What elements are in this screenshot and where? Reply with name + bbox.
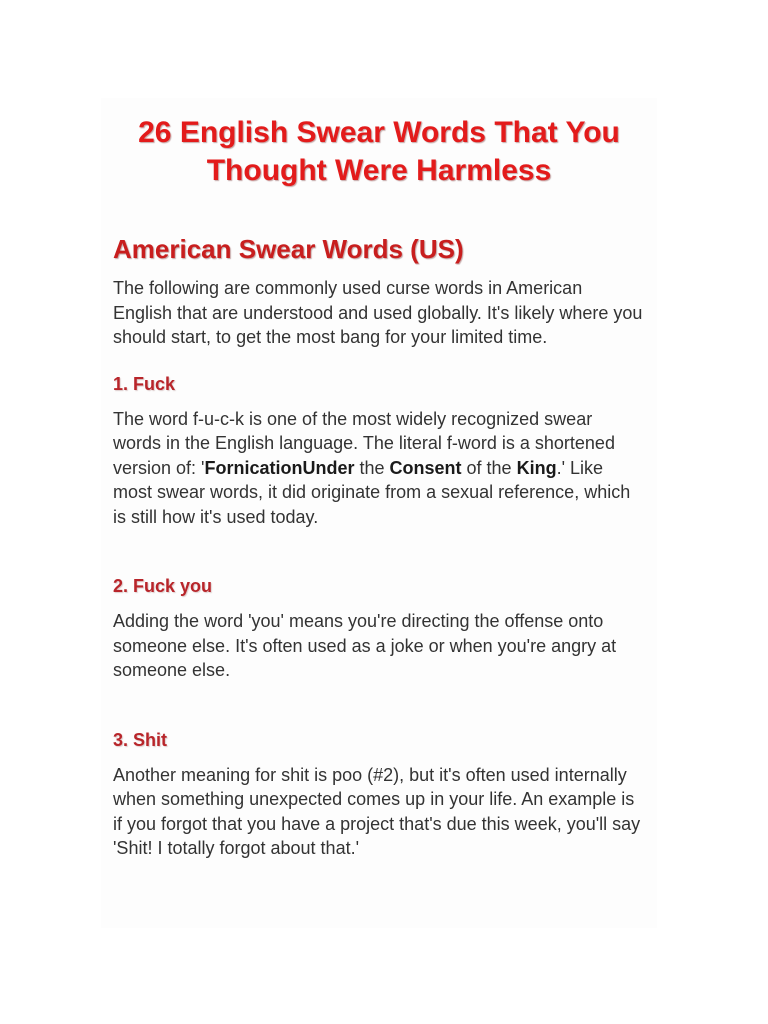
document-content [101, 98, 657, 928]
item-1-text-part2: the [354, 457, 390, 478]
item-1-bold-fornication: FornicationUnder [204, 457, 355, 478]
item-1-bold-consent: Consent [389, 457, 462, 478]
item-heading-1: 1. Fuck [113, 373, 176, 394]
item-heading-3: 3. Shit [113, 729, 168, 750]
item-1-text-part1: The word f-u-c-k is one of the most widely recognized swear words in the English language. The literal f-word is a shortened version of: ' [113, 408, 615, 478]
document-title: 26 English Swear Words That You Thought Were Harmless [138, 116, 620, 187]
item-paragraph-3: Another meaning for shit is poo (#2), but it's often used internally when something unexpected comes up in your life. An example is if you forgot that you have a project that's due this week, you'll say 'Shit! I totally forgot about that.' [113, 764, 641, 858]
item-paragraph-2: Adding the word 'you' means you're directing the offense onto someone else. It's often used as a joke or when you're angry at someone else. [113, 611, 617, 680]
item-1-text-part3: of the [461, 457, 517, 478]
item-1-bold-king: King [516, 457, 557, 478]
section-heading: American Swear Words (US) [113, 234, 464, 264]
item-1-text-part4: .' Like most swear words, it did originate from a sexual reference, which is still how it's used today. [113, 457, 631, 527]
section-intro: The following are commonly used curse words in American English that are understood and used globally. It's likely where you should start, to get the most bang for your limited time. [113, 278, 643, 347]
item-heading-2: 2. Fuck you [113, 576, 213, 596]
item-paragraph-1 [113, 407, 645, 530]
